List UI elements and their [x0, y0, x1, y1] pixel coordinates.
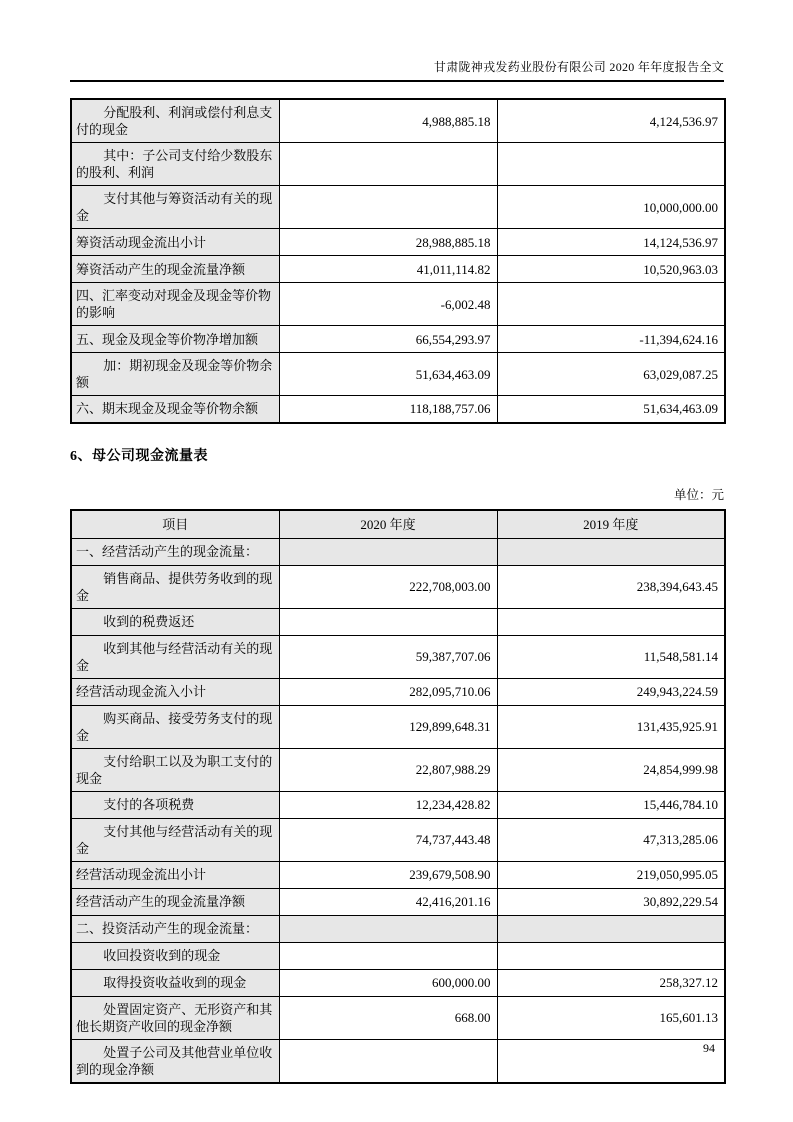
column-header-2020: 2020 年度	[279, 510, 497, 539]
table-row	[71, 705, 725, 748]
row-value-2020	[279, 186, 497, 229]
row-value-2019	[497, 283, 725, 326]
row-value-2019	[497, 915, 725, 942]
row-value-2019	[497, 1039, 725, 1083]
table-row	[71, 861, 725, 888]
row-label: 筹资活动现金流出小计	[71, 229, 279, 256]
row-value-2019	[497, 942, 725, 969]
row-value-2020: 4,988,885.18	[279, 99, 497, 143]
row-value-2019: 14,124,536.97	[497, 229, 725, 256]
row-label: 支付其他与筹资活动有关的现金	[71, 186, 279, 229]
table-section-row	[71, 915, 725, 942]
row-label: 收回投资收到的现金	[71, 942, 279, 969]
row-label: 处置固定资产、无形资产和其他长期资产收回的现金净额	[71, 996, 279, 1039]
row-value-2020: 282,095,710.06	[279, 678, 497, 705]
row-value-2020: -6,002.48	[279, 283, 497, 326]
table-row	[71, 1039, 725, 1083]
row-label: 一、经营活动产生的现金流量：	[71, 538, 279, 565]
row-value-2020	[279, 143, 497, 186]
table-row	[71, 818, 725, 861]
unit-label: 单位：元	[673, 487, 724, 502]
row-label: 经营活动产生的现金流量净额	[71, 888, 279, 915]
row-label: 收到的税费返还	[71, 608, 279, 635]
page-content	[70, 0, 724, 1084]
row-value-2019: 11,548,581.14	[497, 635, 725, 678]
report-header	[70, 0, 724, 82]
row-value-2019: 131,435,925.91	[497, 705, 725, 748]
row-label: 加：期初现金及现金等价物余额	[71, 353, 279, 396]
row-label: 二、投资活动产生的现金流量：	[71, 915, 279, 942]
row-value-2019: 47,313,285.06	[497, 818, 725, 861]
row-value-2020: 66,554,293.97	[279, 326, 497, 353]
row-value-2020	[279, 915, 497, 942]
row-value-2019	[497, 608, 725, 635]
table-row	[71, 99, 725, 143]
row-value-2019: 258,327.12	[497, 969, 725, 996]
row-value-2019	[497, 538, 725, 565]
row-value-2019: 30,892,229.54	[497, 888, 725, 915]
row-value-2019	[497, 143, 725, 186]
row-value-2019: 165,601.13	[497, 996, 725, 1039]
table-row	[71, 353, 725, 396]
row-value-2020: 59,387,707.06	[279, 635, 497, 678]
table-header-row	[71, 510, 725, 539]
row-value-2020	[279, 608, 497, 635]
row-label: 处置子公司及其他营业单位收到的现金净额	[71, 1039, 279, 1083]
row-value-2020: 239,679,508.90	[279, 861, 497, 888]
row-value-2020	[279, 1039, 497, 1083]
table-row	[71, 186, 725, 229]
row-value-2020: 51,634,463.09	[279, 353, 497, 396]
table-row	[71, 942, 725, 969]
table-row	[71, 396, 725, 423]
row-value-2019: 219,050,995.05	[497, 861, 725, 888]
row-value-2020: 668.00	[279, 996, 497, 1039]
table-row	[71, 283, 725, 326]
page-number: 94	[703, 1041, 715, 1055]
row-label: 支付的各项税费	[71, 791, 279, 818]
row-label: 经营活动现金流出小计	[71, 861, 279, 888]
row-value-2019: 24,854,999.98	[497, 748, 725, 791]
row-label: 支付给职工以及为职工支付的现金	[71, 748, 279, 791]
table-row	[71, 678, 725, 705]
row-value-2019: 4,124,536.97	[497, 99, 725, 143]
row-label: 取得投资收益收到的现金	[71, 969, 279, 996]
table-row	[71, 565, 725, 608]
row-value-2020: 129,899,648.31	[279, 705, 497, 748]
row-value-2020	[279, 538, 497, 565]
table-section-row	[71, 538, 725, 565]
row-value-2020: 600,000.00	[279, 969, 497, 996]
table-row	[71, 608, 725, 635]
row-label: 五、现金及现金等价物净增加额	[71, 326, 279, 353]
table-row	[71, 969, 725, 996]
row-label: 收到其他与经营活动有关的现金	[71, 635, 279, 678]
row-value-2020: 41,011,114.82	[279, 256, 497, 283]
table-row	[71, 635, 725, 678]
row-value-2019: 15,446,784.10	[497, 791, 725, 818]
row-value-2019: 10,520,963.03	[497, 256, 725, 283]
section-title: 6、母公司现金流量表	[70, 448, 208, 464]
column-header-2019: 2019 年度	[497, 510, 725, 539]
row-value-2020: 12,234,428.82	[279, 791, 497, 818]
row-label: 分配股利、利润或偿付利息支付的现金	[71, 99, 279, 143]
table-row	[71, 888, 725, 915]
table-row	[71, 748, 725, 791]
row-value-2019: -11,394,624.16	[497, 326, 725, 353]
row-value-2019: 51,634,463.09	[497, 396, 725, 423]
row-value-2019: 249,943,224.59	[497, 678, 725, 705]
row-label: 四、汇率变动对现金及现金等价物的影响	[71, 283, 279, 326]
row-value-2020	[279, 942, 497, 969]
row-label: 支付其他与经营活动有关的现金	[71, 818, 279, 861]
row-label: 经营活动现金流入小计	[71, 678, 279, 705]
table-row	[71, 791, 725, 818]
row-label: 六、期末现金及现金等价物余额	[71, 396, 279, 423]
table-row	[71, 229, 725, 256]
row-value-2020: 118,188,757.06	[279, 396, 497, 423]
row-value-2019: 238,394,643.45	[497, 565, 725, 608]
row-label: 其中：子公司支付给少数股东的股利、利润	[71, 143, 279, 186]
row-value-2019: 63,029,087.25	[497, 353, 725, 396]
table-row	[71, 256, 725, 283]
row-value-2020: 74,737,443.48	[279, 818, 497, 861]
row-value-2020: 222,708,003.00	[279, 565, 497, 608]
table-row	[71, 143, 725, 186]
report-title: 甘肃陇神戎发药业股份有限公司 2020 年年度报告全文	[433, 60, 724, 74]
parent-company-cash-flow-table	[70, 509, 726, 1084]
row-value-2020: 28,988,885.18	[279, 229, 497, 256]
column-header-item: 项目	[71, 510, 279, 539]
row-label: 销售商品、提供劳务收到的现金	[71, 565, 279, 608]
row-label: 购买商品、接受劳务支付的现金	[71, 705, 279, 748]
row-value-2020: 22,807,988.29	[279, 748, 497, 791]
consolidated-cash-flow-table-continued	[70, 98, 726, 424]
table-row	[71, 996, 725, 1039]
table-row	[71, 326, 725, 353]
row-value-2020: 42,416,201.16	[279, 888, 497, 915]
row-label: 筹资活动产生的现金流量净额	[71, 256, 279, 283]
row-value-2019: 10,000,000.00	[497, 186, 725, 229]
